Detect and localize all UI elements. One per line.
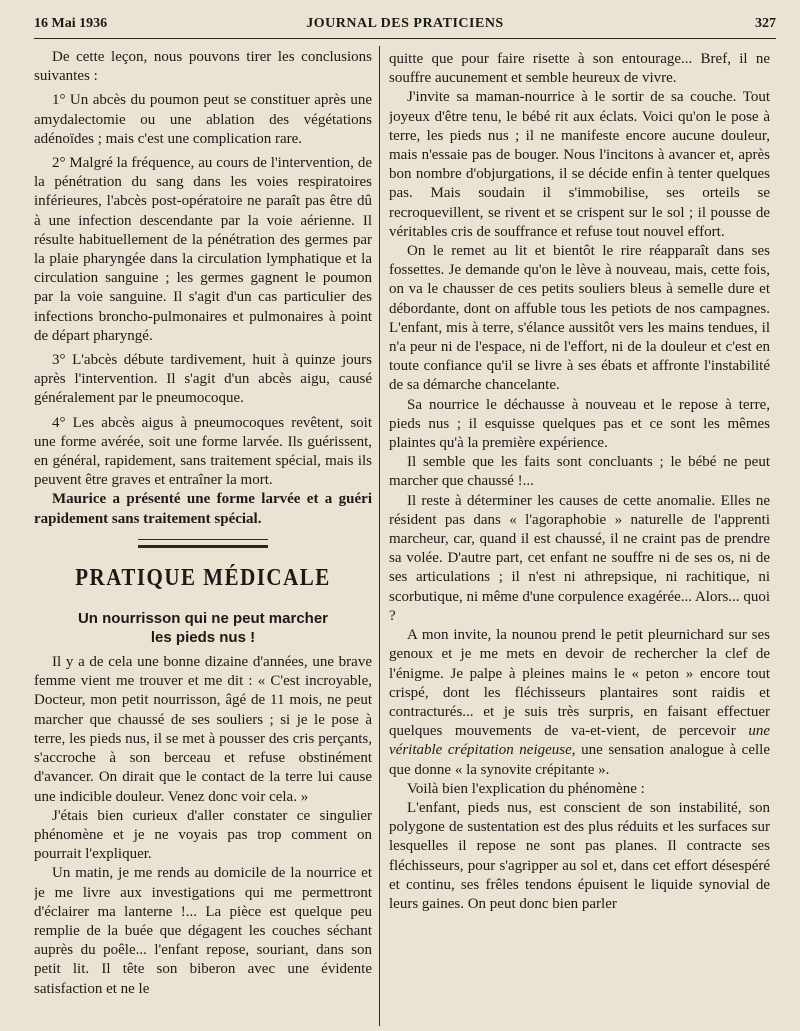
paragraph-continuation: une sensation analogue à celle que donne « la synovite crépitante ».: [389, 742, 770, 778]
italic-phrase: une véritable crépitation neigeuse,: [389, 723, 770, 759]
right-column: [389, 50, 770, 1025]
article-paragraph: L'enfant, pieds nus, est conscient de son instabilité, son polygone de sustentation est des plus réduits et les surfaces sur lesquelles il repose ne sont pas planes. Il contracte ses fléchisseurs, pour s'agripper au sol et, dans cet effort désespéré et continu, ses frêles tendons épuisent le liquide synovial de leurs gaines. On peut donc bien parler: [389, 799, 770, 912]
article-paragraph-with-italic: [389, 626, 770, 780]
paragraph-text: A mon invite, la nounou prend le petit pleurnichard sur ses genoux et je me mets en devoir de rechercher la clef de l'énigme. Je palpe à pleines mains le « peton » encore tout crispé, dont les fléchisseurs plantaires sont raidis et contracturés... et je suis très surpris, en faisant effectuer quelques mouvements de va-et-vient, de percevoir: [389, 627, 770, 740]
header-journal-title: JOURNAL DES PRATICIENS: [306, 16, 504, 31]
header-page-number: 327: [755, 16, 776, 31]
article-title-line-1: Un nourrisson qui ne peut marcher: [77, 610, 329, 628]
article-paragraph: Sa nourrice le déchausse à nouveau et le repose à terre, pieds nus ; il esquisse quelques pas et ce sont les mêmes plaintes qu'à la première expérience.: [389, 396, 770, 452]
section-title: PRATIQUE MÉDICALE: [75, 562, 331, 591]
conclusion-point-3: 3° L'abcès débute tardivement, huit à quinze jours après l'intervention. Il s'agit d'un abcès aigu, causé généralement par le pneumocoque.: [34, 352, 372, 407]
conclusion-intro: De cette leçon, nous pouvons tirer les conclusions suivantes :: [34, 49, 372, 85]
article-paragraph: J'étais bien curieux d'aller constater ce singulier phénomène et je ne voyais pas trop comment on pourrait l'expliquer.: [34, 807, 372, 863]
article-title-line-2: les pieds nus !: [150, 629, 256, 647]
article-paragraph: Il y a de cela une bonne dizaine d'années, une brave femme vient me trouver et me dit : « C'est incroyable, Docteur, mon petit nourrisson, âgé de 11 mois, ne peut marcher que chaussé de ses souliers ; si je le pose à terre, les pieds nus, il se met à pousser des cris perçants, s'accroche à son berceau et refuse obstinément d'avancer. On dirait que le contact de la terre lui cause une indicible douleur. Venez donc voir cela. »: [34, 654, 372, 805]
section-rule: [138, 539, 268, 548]
article-paragraph: Il reste à déterminer les causes de cette anomalie. Elles ne résident pas dans « l'agoraphobie » naturelle de l'apprenti marcheur, car, quand il est chaussé, il ne craint pas de prendre sa volée. D'autre part, cet enfant ne souffre ni de ses os, ni de ses articulations ; il n'est ni athrepsique, ni rachitique, ni scorbutique, ni même d'une corpulence exagérée... Alors... quoi ?: [389, 492, 770, 624]
conclusion-point-2: 2° Malgré la fréquence, au cours de l'intervention, de la pénétration du sang dans les voies respiratoires inférieures, l'abcès post-opératoire ne paraît pas être dû à une infection descendante par la voie aérienne. Il résulte habituellement de la pénétration des germes par la plaie pharyngée dans la circulation lymphatique et la circulation sanguine ; les germes gagnent le poumon par la voie sanguine. Il s'agit d'un cas particulier des infections broncho-pulmonaires et pulmonaires à point de départ pharyngé.: [34, 155, 372, 344]
left-column: [34, 48, 372, 1023]
column-divider: [379, 46, 380, 1026]
article-paragraph: Il semble que les faits sont concluants ; le bébé ne peut marcher que chaussé !...: [389, 454, 770, 490]
conclusion-point-4: 4° Les abcès aigus à pneumocoques revêtent, soit une forme avérée, soit une forme larvée. Ils guérissent, en général, rapidement, sans traitement spécial, mais ils peuvent être graves et entraîner la mort.: [34, 414, 372, 489]
article-paragraph: Un matin, je me rends au domicile de la nourrice et je me livre aux investigations qui me permettront d'éclairer ma lanterne !... La pièce est quelque peu remplie de la buée que dégagent les couches séchant auprès du poêle... l'enfant repose, souriant, dans son petit lit. Il tête son biberon avec une évidente satisfaction et ne le: [34, 865, 372, 997]
final-note: Maurice a présenté une forme larvée et a guéri rapidement sans traitement spécial.: [34, 491, 372, 527]
article-title: [34, 609, 372, 647]
conclusion-point-1: 1° Un abcès du poumon peut se constituer après une amydalectomie ou une ablation des végétations adénoïdes ; mais c'est une complication rare.: [34, 92, 372, 147]
explanation-intro: Voilà bien l'explication du phénomène :: [407, 780, 645, 797]
article-paragraph: quitte que pour faire risette à son entourage... Bref, il ne souffre aucunement et semble heureux de vivre.: [389, 51, 770, 87]
article-body-left: [34, 653, 372, 999]
article-paragraph: On le remet au lit et bientôt le rire réapparaît dans ses fossettes. Je demande qu'on le lève à nouveau, mais, cette fois, on va le chausser de ces petits souliers bleus à semelle dure et débordante, dont on affuble tous les petiots de nos campagnes. L'enfant, mis à terre, s'élance aussitôt vers les mains tendues, il n'a peur ni de l'espace, ni de l'effort, ni de la douleur et c'est en toute confiance qu'il se livre à ses ébats et affronte l'instabilité de sa démarche chancelante.: [389, 243, 770, 394]
running-header: [34, 16, 776, 39]
header-date: 16 Mai 1936: [34, 16, 108, 31]
article-paragraph: J'invite sa maman-nourrice à le sortir de sa couche. Tout joyeux d'être tenu, le bébé rit aux éclats. Voici qu'on le pose à terre, les pieds nus ; il ne manifeste encore aucune douleur, mais n'essaie pas de bouger. Nous l'incitons à avancer et, après bon nombre d'objurgations, il se décide enfin à tenter quelques pas. Mais soudain il s'immobilise, ses orteils se recroquevillent, se rivent et se crispent sur le sol ; il pousse de véritables cris de souffrance et refuse tout nouvel effort.: [389, 89, 770, 240]
